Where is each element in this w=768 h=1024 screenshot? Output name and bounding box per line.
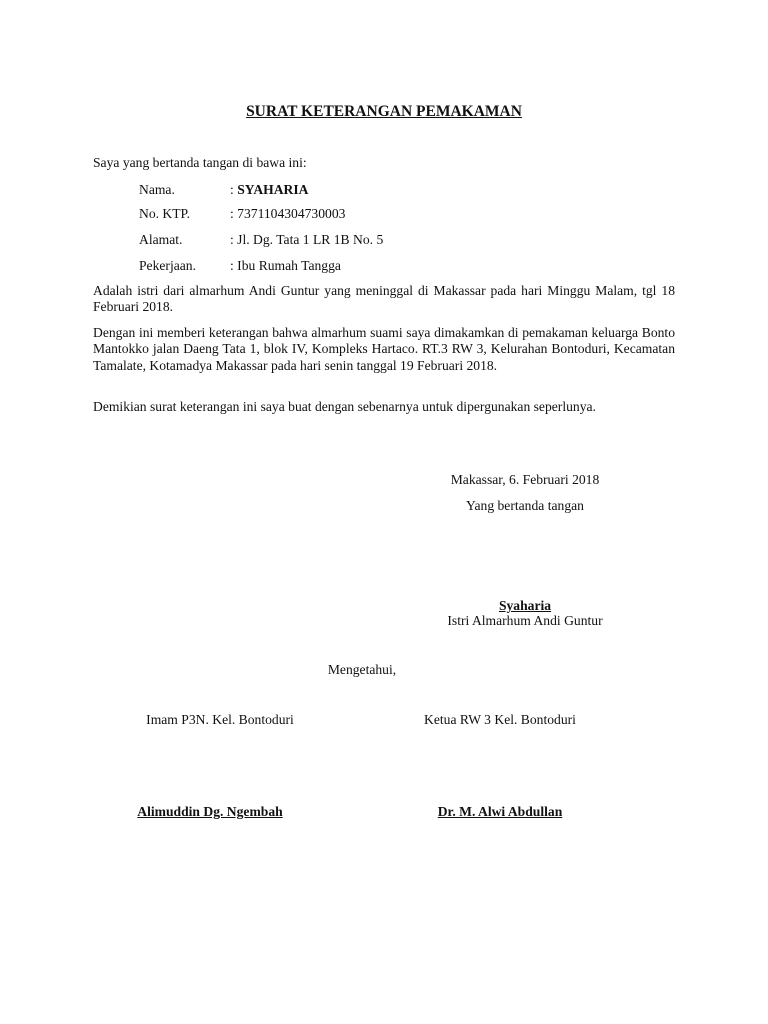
field-label-address: Alamat. [139, 232, 183, 247]
field-value-address: : Jl. Dg. Tata 1 LR 1B No. 5 [230, 232, 384, 247]
place-date: Makassar, 6. Februari 2018 [450, 472, 600, 487]
signer-name: Syaharia [498, 598, 552, 613]
witness-1-role: Imam P3N. Kel. Bontoduri [146, 712, 294, 727]
signer-caption: Yang bertanda tangan [466, 498, 584, 513]
witness-1-name: Alimuddin Dg. Ngembah [137, 804, 283, 819]
document-title: SURAT KETERANGAN PEMAKAMAN [246, 103, 522, 120]
field-label-ktp: No. KTP. [139, 206, 190, 221]
paragraph-2: Dengan ini memberi keterangan bahwa almarhum suami saya dimakamkan di pemakaman keluarga Bonto Mantokko jalan Daeng Tata 1, blok IV, Kompleks Hartaco. RT.3 RW 3, Kelurahan Bontoduri, Kecamatan Tamalate, Kotamadya Makassar pada hari senin tanggal 19 Februari 2018. [93, 325, 675, 373]
paragraph-1: Adalah istri dari almarhum Andi Guntur yang meninggal di Makassar pada hari Minggu Malam, tgl 18 Februari 2018. [93, 283, 675, 315]
field-value-name [230, 182, 308, 198]
intro-text: Saya yang bertanda tangan di bawa ini: [93, 155, 307, 170]
field-value-ktp: : 7371104304730003 [230, 206, 346, 221]
signer-role: Istri Almarhum Andi Guntur [447, 613, 603, 628]
field-label-name: Nama. [139, 182, 175, 197]
colon: : [230, 182, 238, 197]
witness-2-role: Ketua RW 3 Kel. Bontoduri [424, 712, 576, 727]
paragraph-3: Demikian surat keterangan ini saya buat dengan sebenarnya untuk dipergunakan seperlunya. [93, 399, 596, 414]
field-value-occupation: : Ibu Rumah Tangga [230, 258, 341, 273]
witness-2-name: Dr. M. Alwi Abdullan [437, 804, 563, 819]
acknowledged-label: Mengetahui, [327, 662, 397, 677]
field-label-occupation: Pekerjaan. [139, 258, 196, 273]
name-value: SYAHARIA [237, 182, 309, 197]
